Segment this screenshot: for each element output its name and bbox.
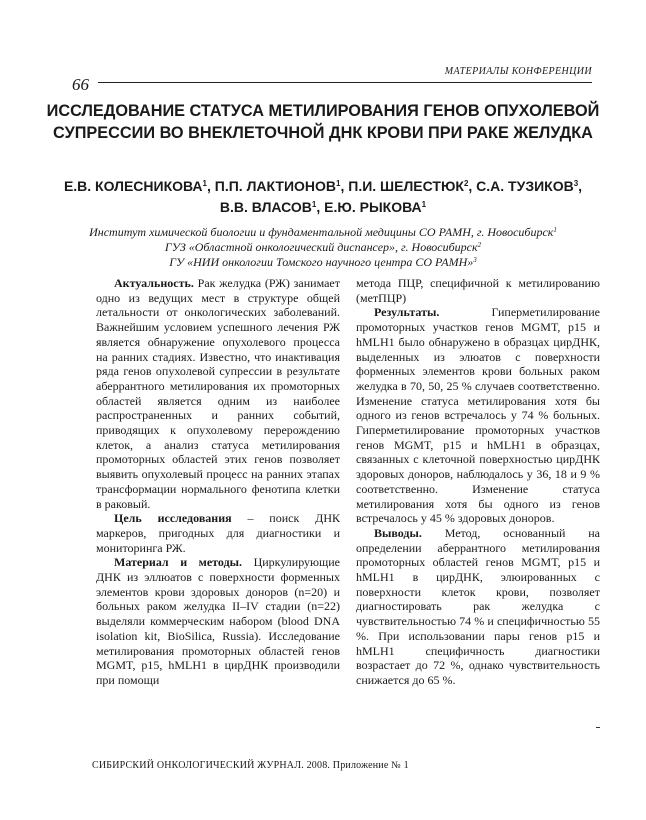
affiliation-list [40, 225, 606, 270]
page-header [60, 62, 592, 92]
running-title: МАТЕРИАЛЫ КОНФЕРЕНЦИИ [444, 66, 592, 77]
section-heading: Выводы. [374, 525, 422, 540]
affiliation: Институт химической биологии и фундаментальной медицины СО РАМН, г. Новосибирск$^1$ [89, 225, 557, 239]
author-list: Е.В. КОЛЕСНИКОВА$^1$, П.П. ЛАКТИОНОВ$^1$, П.И. ШЕЛЕСТЮК$^2$, С.А. ТУЗИКОВ$^3$, В.В. ВЛАСОВ$^1$, Е.Ю. РЫКОВА$^1$ [63, 178, 583, 215]
author-name: В.В. ВЛАСОВ [219, 199, 312, 215]
header-rule [98, 82, 592, 83]
author-name: Е.В. КОЛЕСНИКОВА [63, 178, 203, 194]
results-paragraph: Результаты. Гиперметилирование промоторных участков генов MGMT, p15 и hMLH1 было обнаружено в образцах цирДНК, выделенных из элюатов с поверхности форменных элементов крови больных раком желудка в 70, 50, 25 % случаев соответственно. Изменение статуса метилирования хотя бы одного из генов встречалось у 74 % больных. Гиперметилирование промоторных участков генов MGMT, p15 и hMLH1 в образцах, связанных с клеточной поверхностью цирДНК здоровых доноров, наблюдалось у 36, 18 и 9 % соответственно. Изменение статуса метилирования хотя бы одного из генов встречалось у 45 % здоровых доноров. [356, 305, 600, 526]
author-name: П.П. ЛАКТИОНОВ [214, 178, 337, 194]
section-heading: Актуальность. [114, 276, 194, 290]
article-title: ИССЛЕДОВАНИЕ СТАТУСА МЕТИЛИРОВАНИЯ ГЕНОВ ОПУХОЛЕВОЙ СУПРЕССИИ ВО ВНЕКЛЕТОЧНОЙ ДНК КРОВИ ПРИ РАКЕ ЖЕЛУДКА [46, 102, 600, 142]
author-name: П.И. ШЕЛЕСТЮК [348, 178, 464, 194]
section-heading: Результаты. [374, 305, 440, 320]
journal-footer: СИБИРСКИЙ ОНКОЛОГИЧЕСКИЙ ЖУРНАЛ. 2008. Приложение № 1 [92, 760, 409, 771]
affiliation: ГУ «НИИ онкологии Томского научного центра СО РАМН»$^3$ [169, 255, 477, 269]
right-column [356, 276, 600, 688]
author-affiliation-mark: 1 [336, 179, 341, 188]
page-number: 66 [72, 75, 89, 94]
section-heading: Цель исследования [114, 511, 232, 526]
aim-paragraph: Цель исследования – поиск ДНК маркеров, пригодных для диагностики и мониторинга РЖ. [96, 511, 340, 555]
author-name: С.А. ТУЗИКОВ [476, 178, 574, 194]
actuality-paragraph: Актуальность. Рак желудка (РЖ) занимает одно из ведущих мест в структуре общей летальности от онкологических заболеваний. Важнейшим условием успешного лечения РЖ является обнаружение опухолевого процесса на ранних стадиях. Известно, что инактивация ряда генов опухолевой супрессии в результате аберрантного метилирования их промоторных областей является одним из наиболее распространенных и ранних событий, приводящих к опухолевому перерождению клеток, а анализ статуса метилирования промоторных областей этих генов позволяет выявить опухолевый процесс на ранних этапах трансформации нормального фенотипа клетки в раковый. [96, 276, 340, 511]
author-affiliation-mark: 1 [421, 200, 427, 209]
conclusions-paragraph: Выводы. Метод, основанный на определении аберрантного метилирования промоторных областей генов MGMT, p15 и hMLH1 в цирДНК, элюированных с поверхности клеток крови, позволяет диагностировать рак желудка с чувствительностью 74 % и специфичностью 55 %. При использовании пары генов p15 и hMLH1 специфичность диагностики возрастает до 72 %, однако чувствительность снижается до 65 %. [356, 525, 600, 687]
methods-continuation: метода ПЦР, специфичной к метилированию (метПЦР) [356, 276, 600, 305]
left-column [96, 276, 340, 688]
author-affiliation-mark: 1 [311, 200, 317, 209]
page-mark [596, 727, 600, 728]
author-affiliation-mark: 1 [202, 179, 207, 188]
author-affiliation-mark: 3 [573, 179, 579, 188]
author-affiliation-mark: 2 [463, 179, 469, 188]
affiliation: ГУЗ «Областной онкологический диспансер», г. Новосибирск$^2$ [164, 240, 482, 254]
section-heading: Материал и методы. [114, 555, 243, 570]
methods-paragraph: Материал и методы. Циркулирующие ДНК из эллюатов с поверхности форменных элементов крови здоровых доноров (n=20) и больных раком желудка II–IV стадии (n=22) выделяли коммерческим набором (blood DNA isolation kit, BioSilica, Russia). Исследование метилирования промоторных областей генов MGMT, p15, hMLH1 в цирДНК производили при помощи [96, 555, 341, 687]
author-name: Е.Ю. РЫКОВА [324, 199, 422, 215]
